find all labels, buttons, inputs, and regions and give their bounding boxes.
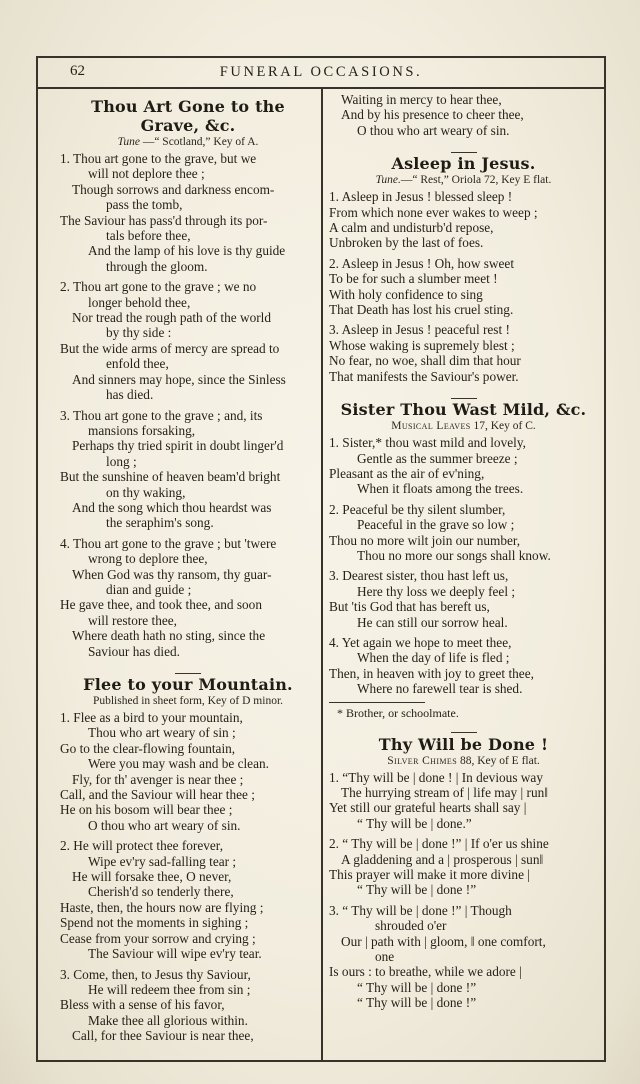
page-number: 62	[70, 63, 85, 79]
verse-line: Perhaps thy tried spirit in doubt linger'd	[72, 438, 284, 454]
hymn-subtitle	[60, 695, 316, 707]
stanza	[329, 903, 598, 1011]
verse-line: But the sunshine of heaven beam'd bright	[60, 469, 281, 485]
stanza	[329, 635, 598, 697]
stanza	[60, 408, 316, 531]
verse-line: Where no farewell tear is shed.	[357, 681, 523, 697]
verse-line: Fly, for th' avenger is near thee ;	[72, 771, 244, 787]
verse-line: This prayer will make it more divine |	[329, 867, 530, 883]
verse-line: 3. Asleep in Jesus ! peaceful rest !	[329, 322, 510, 338]
stanza	[329, 502, 598, 564]
hymn	[60, 97, 316, 659]
hymn	[329, 154, 598, 384]
verse-line: 1. “Thy will be | done ! | In devious way	[329, 769, 543, 785]
verse-line: No fear, no woe, shall dim that hour	[329, 353, 521, 369]
stanza	[329, 568, 598, 630]
two-column-body	[38, 89, 604, 1060]
verse-line: Make thee all glorious within.	[88, 1012, 248, 1028]
stanza	[60, 838, 316, 961]
hymn-title: Thou Art Gone to the Grave, &c.	[91, 97, 285, 135]
verse-line: 2. He will protect thee forever,	[60, 838, 224, 854]
section-divider	[60, 664, 316, 670]
hymn-subtitle	[60, 136, 316, 148]
hymn-subtitle	[329, 755, 598, 767]
verse-line: 1. Asleep in Jesus ! blessed sleep !	[329, 189, 513, 205]
hymn-title: Asleep in Jesus.	[391, 154, 536, 174]
verse-line: Thou who art weary of sin ;	[88, 725, 236, 741]
verse-line: A calm and undisturb'd repose,	[329, 220, 494, 236]
verse-line: He will redeem thee from sin ;	[88, 981, 251, 997]
hymn-subtitle-lead: Tune	[117, 136, 140, 148]
verse-line: 1. Thou art gone to the grave, but we	[60, 151, 257, 166]
hymn-subtitle-rest: Published in sheet form, Key of D minor.	[92, 695, 284, 707]
verse-line: Whose waking is supremely blest ;	[329, 337, 515, 353]
verse-line: Unbroken by the last of foes.	[329, 235, 484, 251]
verse-line: Then, in heaven with joy to greet thee,	[329, 665, 534, 681]
hymn	[329, 735, 598, 1011]
verse-line: And the song which thou heardst was	[72, 499, 272, 515]
divider-rule	[451, 152, 477, 153]
verse-line: Though sorrows and darkness encom-	[72, 181, 275, 197]
verse-line: A gladdening and a | prosperous | sun‖	[341, 851, 544, 867]
verse-line: wrong to deplore thee,	[88, 551, 208, 567]
verse-line: tals before thee,	[106, 228, 191, 244]
divider-rule	[175, 673, 201, 674]
hymn-subtitle-lead: Tune.	[375, 174, 401, 187]
hymn	[60, 675, 316, 1044]
verse-line: Is ours : to breathe, while we adore |	[329, 964, 522, 980]
verse-line: And sinners may hope, since the Sinless	[72, 371, 286, 387]
verse-line: Thou no more wilt join our number,	[329, 532, 521, 548]
stanza	[329, 189, 598, 251]
verse-line: 2. “ Thy will be | done !” | If o'er us shine	[329, 836, 549, 852]
section-divider	[329, 143, 598, 149]
verse-line: Bless with a sense of his favor,	[60, 997, 225, 1013]
verse-line: 4. Yet again we hope to meet thee,	[329, 634, 512, 650]
right-column	[321, 89, 604, 1060]
verse-line: Spend not the moments in sighing ;	[60, 915, 249, 931]
hymn-title: Flee to your Mountain.	[83, 675, 293, 694]
verse-line: Call, for thee Saviour is near thee,	[72, 1028, 254, 1044]
verse-line: With holy confidence to sing	[329, 286, 483, 302]
page-header	[38, 58, 604, 89]
divider-rule	[451, 732, 477, 733]
verse-line: And by his presence to cheer thee,	[341, 107, 524, 123]
verse-line: dian and guide ;	[106, 581, 192, 597]
hymn-subtitle-rest: 17, Key of C.	[470, 420, 536, 433]
verse-line: 2. Asleep in Jesus ! Oh, how sweet	[329, 255, 515, 271]
stanza	[60, 279, 316, 402]
stanza	[329, 770, 598, 832]
verse-line: Gentle as the summer breeze ;	[357, 450, 518, 466]
verse-line: Nor tread the rough path of the world	[72, 310, 272, 326]
hymn-subtitle-lead: Musical Leaves	[391, 420, 471, 433]
stanza	[60, 967, 316, 1044]
hymn-title: Thy Will be Done !	[378, 734, 549, 754]
verse-line: Were you may wash and be clean.	[88, 756, 269, 772]
stanza	[329, 836, 598, 898]
verse-line: 3. Thou art gone to the grave ; and, its	[60, 407, 263, 423]
verse-line: “ Thy will be | done !”	[357, 882, 477, 898]
verse-line: Pleasant as the air of ev'ning,	[329, 465, 485, 481]
verse-line: “ Thy will be | done !”	[357, 995, 477, 1011]
verse-line: 4. Thou art gone to the grave ; but 'twere	[60, 535, 277, 551]
verse-line: Cherish'd so tenderly there,	[88, 884, 234, 900]
verse-line: Our | path with | gloom, ‖ one comfort,	[341, 933, 546, 949]
verse-line: through the gloom.	[106, 258, 208, 274]
verse-line: To be for such a slumber meet !	[329, 271, 498, 287]
stanza	[329, 256, 598, 318]
verse-line: the seraphim's song.	[106, 515, 214, 531]
stanza	[329, 92, 598, 138]
section-divider	[329, 389, 598, 395]
verse-line: has died.	[106, 387, 154, 403]
verse-line: When the day of life is fled ;	[357, 650, 510, 666]
verse-line: He on his bosom will bear thee ;	[60, 802, 233, 818]
verse-line: When it floats among the trees.	[357, 481, 524, 497]
verse-line: The Saviour will wipe ev'ry tear.	[88, 946, 262, 962]
footnote	[329, 702, 598, 721]
verse-line: Cease from your sorrow and crying ;	[60, 930, 256, 946]
verse-line: long ;	[106, 453, 137, 469]
hymn-title: Sister Thou Wast Mild, &c.	[340, 400, 587, 420]
hymn-subtitle-rest: 88, Key of E flat.	[457, 754, 540, 767]
stanza	[60, 536, 316, 659]
verse-line: He gave thee, and took thee, and soon	[60, 597, 262, 613]
hymn-subtitle-rest: —“ Scotland,” Key of A.	[139, 136, 259, 148]
footnote-rule	[329, 702, 425, 703]
verse-line: And the lamp of his love is thy guide	[88, 243, 286, 259]
verse-line: “ Thy will be | done.”	[357, 815, 472, 831]
verse-line: That manifests the Saviour's power.	[329, 368, 519, 384]
verse-line: He will forsake thee, O never,	[72, 869, 232, 885]
verse-line: mansions forsaking,	[88, 422, 196, 438]
verse-line: Yet still our grateful hearts shall say |	[329, 800, 527, 816]
verse-line: on thy waking,	[106, 484, 186, 500]
verse-line: will not deplore thee ;	[88, 166, 205, 182]
verse-line: will restore thee,	[88, 612, 177, 628]
hymn	[329, 400, 598, 697]
stanza	[60, 710, 316, 833]
verse-line: From which none ever wakes to weep ;	[329, 204, 538, 220]
verse-line: But the wide arms of mercy are spread to	[60, 340, 280, 356]
verse-line: Here thy loss we deeply feel ;	[357, 583, 516, 599]
divider-rule	[451, 398, 477, 399]
verse-line: “ Thy will be | done !”	[357, 979, 477, 995]
verse-line: Haste, then, the hours now are flying ;	[60, 899, 264, 915]
verse-line: 3. Dearest sister, thou hast left us,	[329, 568, 509, 584]
hymn	[329, 92, 598, 138]
page-frame	[36, 56, 606, 1062]
verse-line: Waiting in mercy to hear thee,	[341, 92, 502, 107]
stanza	[60, 151, 316, 274]
left-column	[38, 89, 321, 1060]
verse-line: 1. Flee as a bird to your mountain,	[60, 710, 243, 725]
verse-line: Go to the clear-flowing fountain,	[60, 740, 236, 756]
verse-line: longer behold thee,	[88, 294, 191, 310]
verse-line: 1. Sister,* thou wast mild and lovely,	[329, 435, 526, 451]
verse-line: O thou who art weary of sin.	[357, 122, 510, 138]
verse-line: The Saviour has pass'd through its por-	[60, 212, 268, 228]
stanza	[329, 435, 598, 497]
verse-line: by thy side :	[106, 325, 172, 341]
verse-line: The hurrying stream of | life may | run‖	[341, 785, 548, 800]
verse-line: pass the tomb,	[106, 197, 183, 213]
verse-line: He can still our sorrow heal.	[357, 614, 508, 630]
verse-line: Peaceful in the grave so low ;	[357, 517, 515, 533]
running-title: FUNERAL OCCASIONS.	[219, 64, 423, 80]
verse-line: 2. Peaceful be thy silent slumber,	[329, 501, 506, 517]
verse-line: That Death has lost his cruel sting.	[329, 302, 514, 318]
verse-line: Thou no more our songs shall know.	[357, 547, 551, 563]
verse-line: Where death hath no sting, since the	[72, 628, 266, 644]
verse-line: 3. Come, then, to Jesus thy Saviour,	[60, 966, 251, 982]
stanza	[329, 322, 598, 384]
verse-line: Wipe ev'ry sad-falling tear ;	[88, 853, 237, 869]
verse-line: 3. “ Thy will be | done !” | Though	[329, 902, 512, 918]
verse-line: Saviour has died.	[88, 643, 180, 659]
section-divider	[329, 724, 598, 730]
hymn-subtitle-rest: —“ Rest,” Oriola 72, Key E flat.	[400, 174, 552, 187]
verse-line: enfold thee,	[106, 356, 169, 372]
footnote-text: * Brother, or schoolmate.	[337, 705, 459, 720]
verse-line: one	[375, 949, 395, 965]
hymn-subtitle	[329, 420, 598, 432]
verse-line: O thou who art weary of sin.	[88, 817, 241, 833]
verse-line: 2. Thou art gone to the grave ; we no	[60, 279, 257, 295]
verse-line: But 'tis God that has bereft us,	[329, 599, 490, 615]
verse-line: shrouded o'er	[375, 918, 447, 934]
verse-line: Call, and the Saviour will hear thee ;	[60, 787, 255, 803]
hymn-subtitle-lead: Silver Chimes	[387, 754, 458, 767]
hymn-subtitle	[329, 174, 598, 186]
verse-line: When God was thy ransom, thy guar-	[72, 566, 272, 582]
